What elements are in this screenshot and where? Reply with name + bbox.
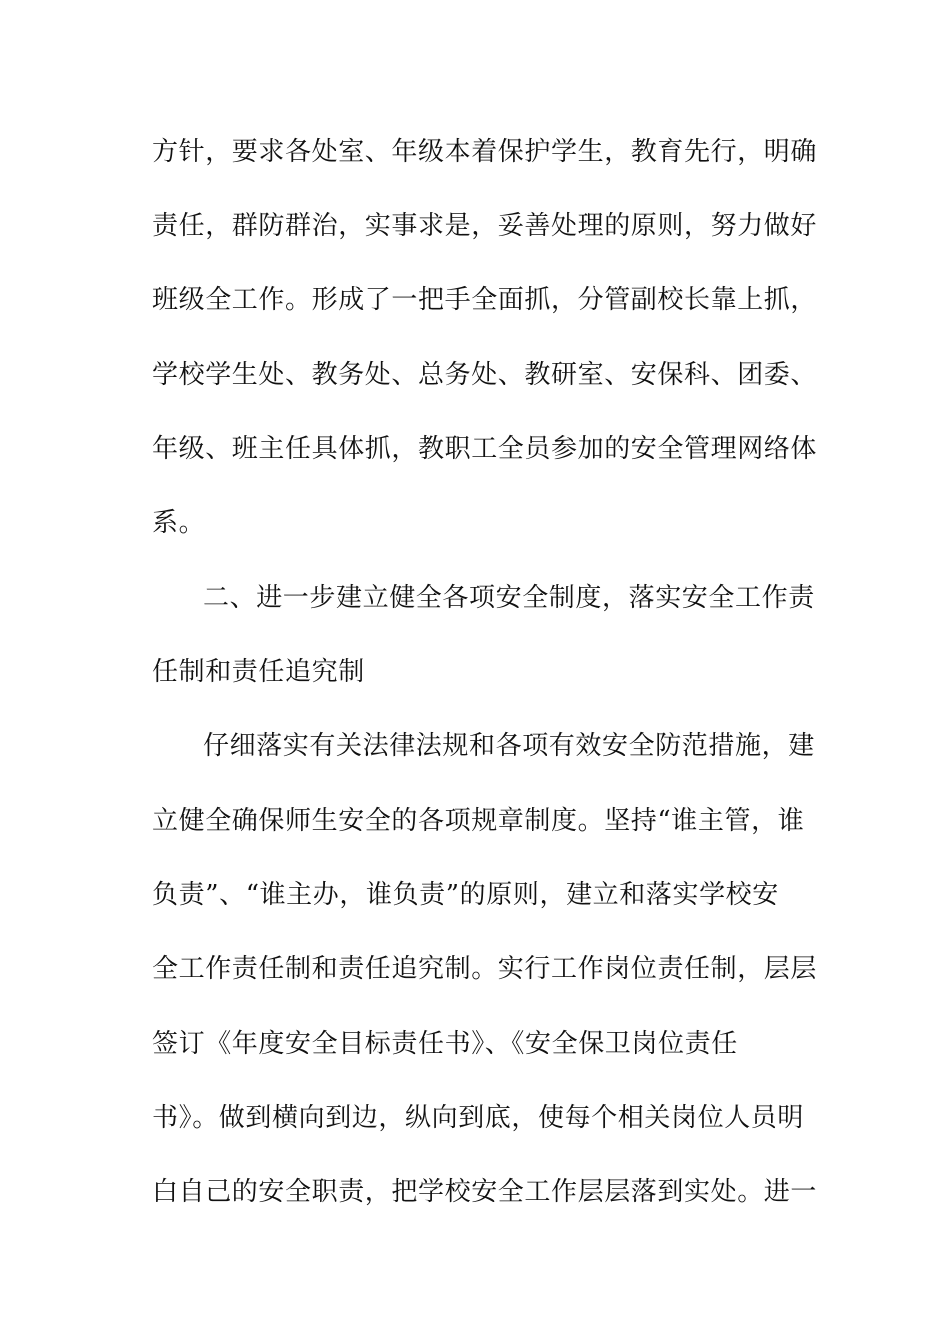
text-line: 仔细落实有关法律法规和各项有效安全防范措施，建 [203,731,815,761]
text-line: 责任，群防群治，实事求是，妥善处理的原则，努力做好 [152,211,818,241]
text-line: 班级全工作。形成了一把手全面抓，分管副校长靠上抓， [152,285,818,315]
section-heading-line: 任制和责任追究制 [152,657,365,687]
text-line: 系。 [152,508,206,538]
text-line: 全工作责任制和责任追究制。实行工作岗位责任制，层层 [152,954,818,984]
text-line: 签订《年度安全目标责任书》、《安全保卫岗位责任 [152,1029,738,1059]
text-line: 白自己的安全职责，把学校安全工作层层落到实处。进一 [152,1177,818,1207]
text-line: 负责”、“谁主办，谁负责”的原则，建立和落实学校安 [152,880,779,910]
text-line: 书》。做到横向到边，纵向到底，使每个相关岗位人员明 [152,1103,805,1133]
section-heading-line: 二、进一步建立健全各项安全制度，落实安全工作责 [203,583,815,613]
text-line: 立健全确保师生安全的各项规章制度。坚持“谁主管，谁 [152,806,805,836]
text-line: 方针，要求各处室、年级本着保护学生，教育先行，明确 [152,137,818,167]
text-line: 年级、班主任具体抓，教职工全员参加的安全管理网络体 [152,434,818,464]
text-line: 学校学生处、教务处、总务处、教研室、安保科、团委、 [152,360,818,390]
